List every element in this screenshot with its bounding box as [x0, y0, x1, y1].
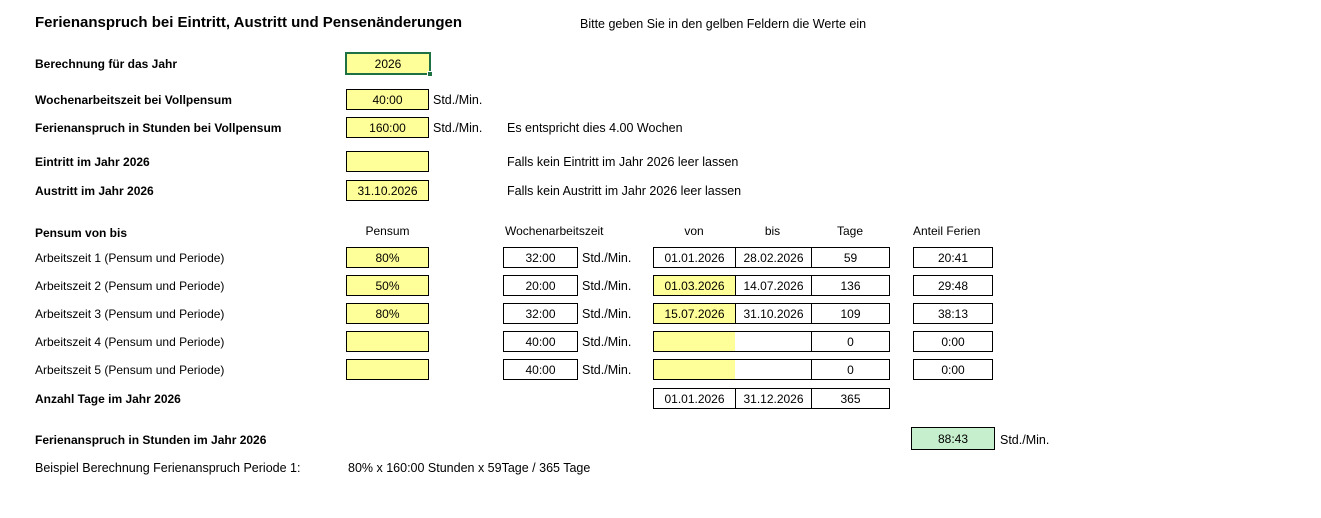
tage-cell[interactable]: 136	[811, 276, 889, 295]
pensum-input[interactable]: 80%	[346, 303, 429, 324]
unit-label: Std./Min.	[433, 92, 483, 107]
anteil-ferien-cell[interactable]: 38:13	[913, 303, 993, 324]
col-header-wochenarbeitszeit: Wochenarbeitszeit	[505, 224, 604, 238]
bis-cell[interactable]	[735, 332, 811, 351]
weekly-hours-cell[interactable]: 32:00	[503, 247, 578, 268]
period-cells	[653, 275, 890, 296]
von-input[interactable]: 01.03.2026	[654, 276, 735, 295]
bis-cell[interactable]: 14.07.2026	[735, 276, 811, 295]
period-cells	[653, 359, 890, 380]
weekly-hours-cell[interactable]: 20:00	[503, 275, 578, 296]
page-title: Ferienanspruch bei Eintritt, Austritt und Pensenänderungen	[35, 14, 462, 31]
period-cells	[653, 303, 890, 324]
tage-cell[interactable]: 0	[811, 360, 889, 379]
bis-cell[interactable]: 31.12.2026	[735, 389, 811, 408]
row-label: Arbeitszeit 3 (Pensum und Periode)	[35, 306, 225, 321]
unit-label: Std./Min.	[582, 306, 632, 321]
col-header-von: von	[684, 224, 704, 238]
year-input[interactable]	[345, 52, 431, 75]
section-label: Pensum von bis	[35, 225, 128, 240]
entry-date-input[interactable]	[346, 151, 429, 172]
bis-cell[interactable]	[735, 360, 811, 379]
exit-date-note: Falls kein Austritt im Jahr 2026 leer lassen	[507, 183, 742, 198]
unit-label: Std./Min.	[433, 120, 483, 135]
unit-label: Std./Min.	[582, 334, 632, 349]
period-cells	[653, 331, 890, 352]
unit-label: Std./Min.	[582, 362, 632, 377]
example-label: Beispiel Berechnung Ferienanspruch Periode 1:	[35, 460, 301, 475]
weekly-hours-cell[interactable]: 40:00	[503, 359, 578, 380]
weekly-hours-cell[interactable]: 32:00	[503, 303, 578, 324]
col-header-anteil-ferien: Anteil Ferien	[913, 224, 981, 238]
pensum-input[interactable]	[346, 359, 429, 380]
tage-cell[interactable]: 365	[811, 389, 889, 408]
von-input[interactable]: 15.07.2026	[654, 304, 735, 323]
pensum-input[interactable]	[346, 331, 429, 352]
field-label-weekly-hours: Wochenarbeitszeit bei Vollpensum	[35, 92, 232, 107]
bis-cell[interactable]: 28.02.2026	[735, 248, 811, 267]
row-label: Arbeitszeit 5 (Pensum und Periode)	[35, 362, 225, 377]
col-header-tage: Tage	[836, 224, 864, 238]
weekly-hours-cell[interactable]: 40:00	[503, 331, 578, 352]
von-cell[interactable]: 01.01.2026	[664, 250, 725, 265]
row-label: Arbeitszeit 4 (Pensum und Periode)	[35, 334, 225, 349]
result-label: Ferienanspruch in Stunden im Jahr 2026	[35, 432, 267, 447]
unit-label: Std./Min.	[1000, 432, 1050, 447]
weekly-hours-input[interactable]: 40:00	[346, 89, 429, 110]
anteil-ferien-cell[interactable]: 0:00	[913, 359, 993, 380]
von-cell[interactable]: 01.01.2026	[664, 391, 725, 406]
year-value: 2026	[374, 56, 402, 71]
pensum-input[interactable]: 80%	[346, 247, 429, 268]
col-header-pensum: Pensum	[365, 224, 410, 238]
row-label: Arbeitszeit 2 (Pensum und Periode)	[35, 278, 225, 293]
field-label-vacation-hours: Ferienanspruch in Stunden bei Vollpensum	[35, 120, 282, 135]
field-label-year: Berechnung für das Jahr	[35, 56, 178, 71]
anteil-ferien-cell[interactable]: 20:41	[913, 247, 993, 268]
exit-date-input[interactable]: 31.10.2026	[346, 180, 429, 201]
weeks-equivalent-note: Es entspricht dies 4.00 Wochen	[507, 120, 683, 135]
period-cells	[653, 388, 890, 409]
entry-date-note: Falls kein Eintritt im Jahr 2026 leer lassen	[507, 154, 739, 169]
period-cells	[653, 247, 890, 268]
tage-cell[interactable]: 0	[811, 332, 889, 351]
bis-cell[interactable]: 31.10.2026	[735, 304, 811, 323]
tage-cell[interactable]: 59	[811, 248, 889, 267]
pensum-input[interactable]: 50%	[346, 275, 429, 296]
von-input[interactable]	[654, 360, 735, 379]
example-formula: 80% x 160:00 Stunden x 59Tage / 365 Tage	[348, 460, 591, 475]
anteil-ferien-cell[interactable]: 29:48	[913, 275, 993, 296]
field-label-entry-date: Eintritt im Jahr 2026	[35, 154, 150, 169]
field-label-exit-date: Austritt im Jahr 2026	[35, 183, 154, 198]
anteil-ferien-cell[interactable]: 0:00	[913, 331, 993, 352]
unit-label: Std./Min.	[582, 278, 632, 293]
von-input[interactable]	[654, 332, 735, 351]
result-value-cell[interactable]: 88:43	[911, 427, 995, 450]
row-label: Arbeitszeit 1 (Pensum und Periode)	[35, 250, 225, 265]
tage-cell[interactable]: 109	[811, 304, 889, 323]
unit-label: Std./Min.	[582, 250, 632, 265]
instruction-text: Bitte geben Sie in den gelben Feldern die Werte ein	[580, 17, 867, 31]
vacation-hours-input[interactable]: 160:00	[346, 117, 429, 138]
selection-fill-handle[interactable]	[427, 71, 433, 77]
totals-label: Anzahl Tage im Jahr 2026	[35, 391, 181, 406]
col-header-bis: bis	[764, 224, 781, 238]
